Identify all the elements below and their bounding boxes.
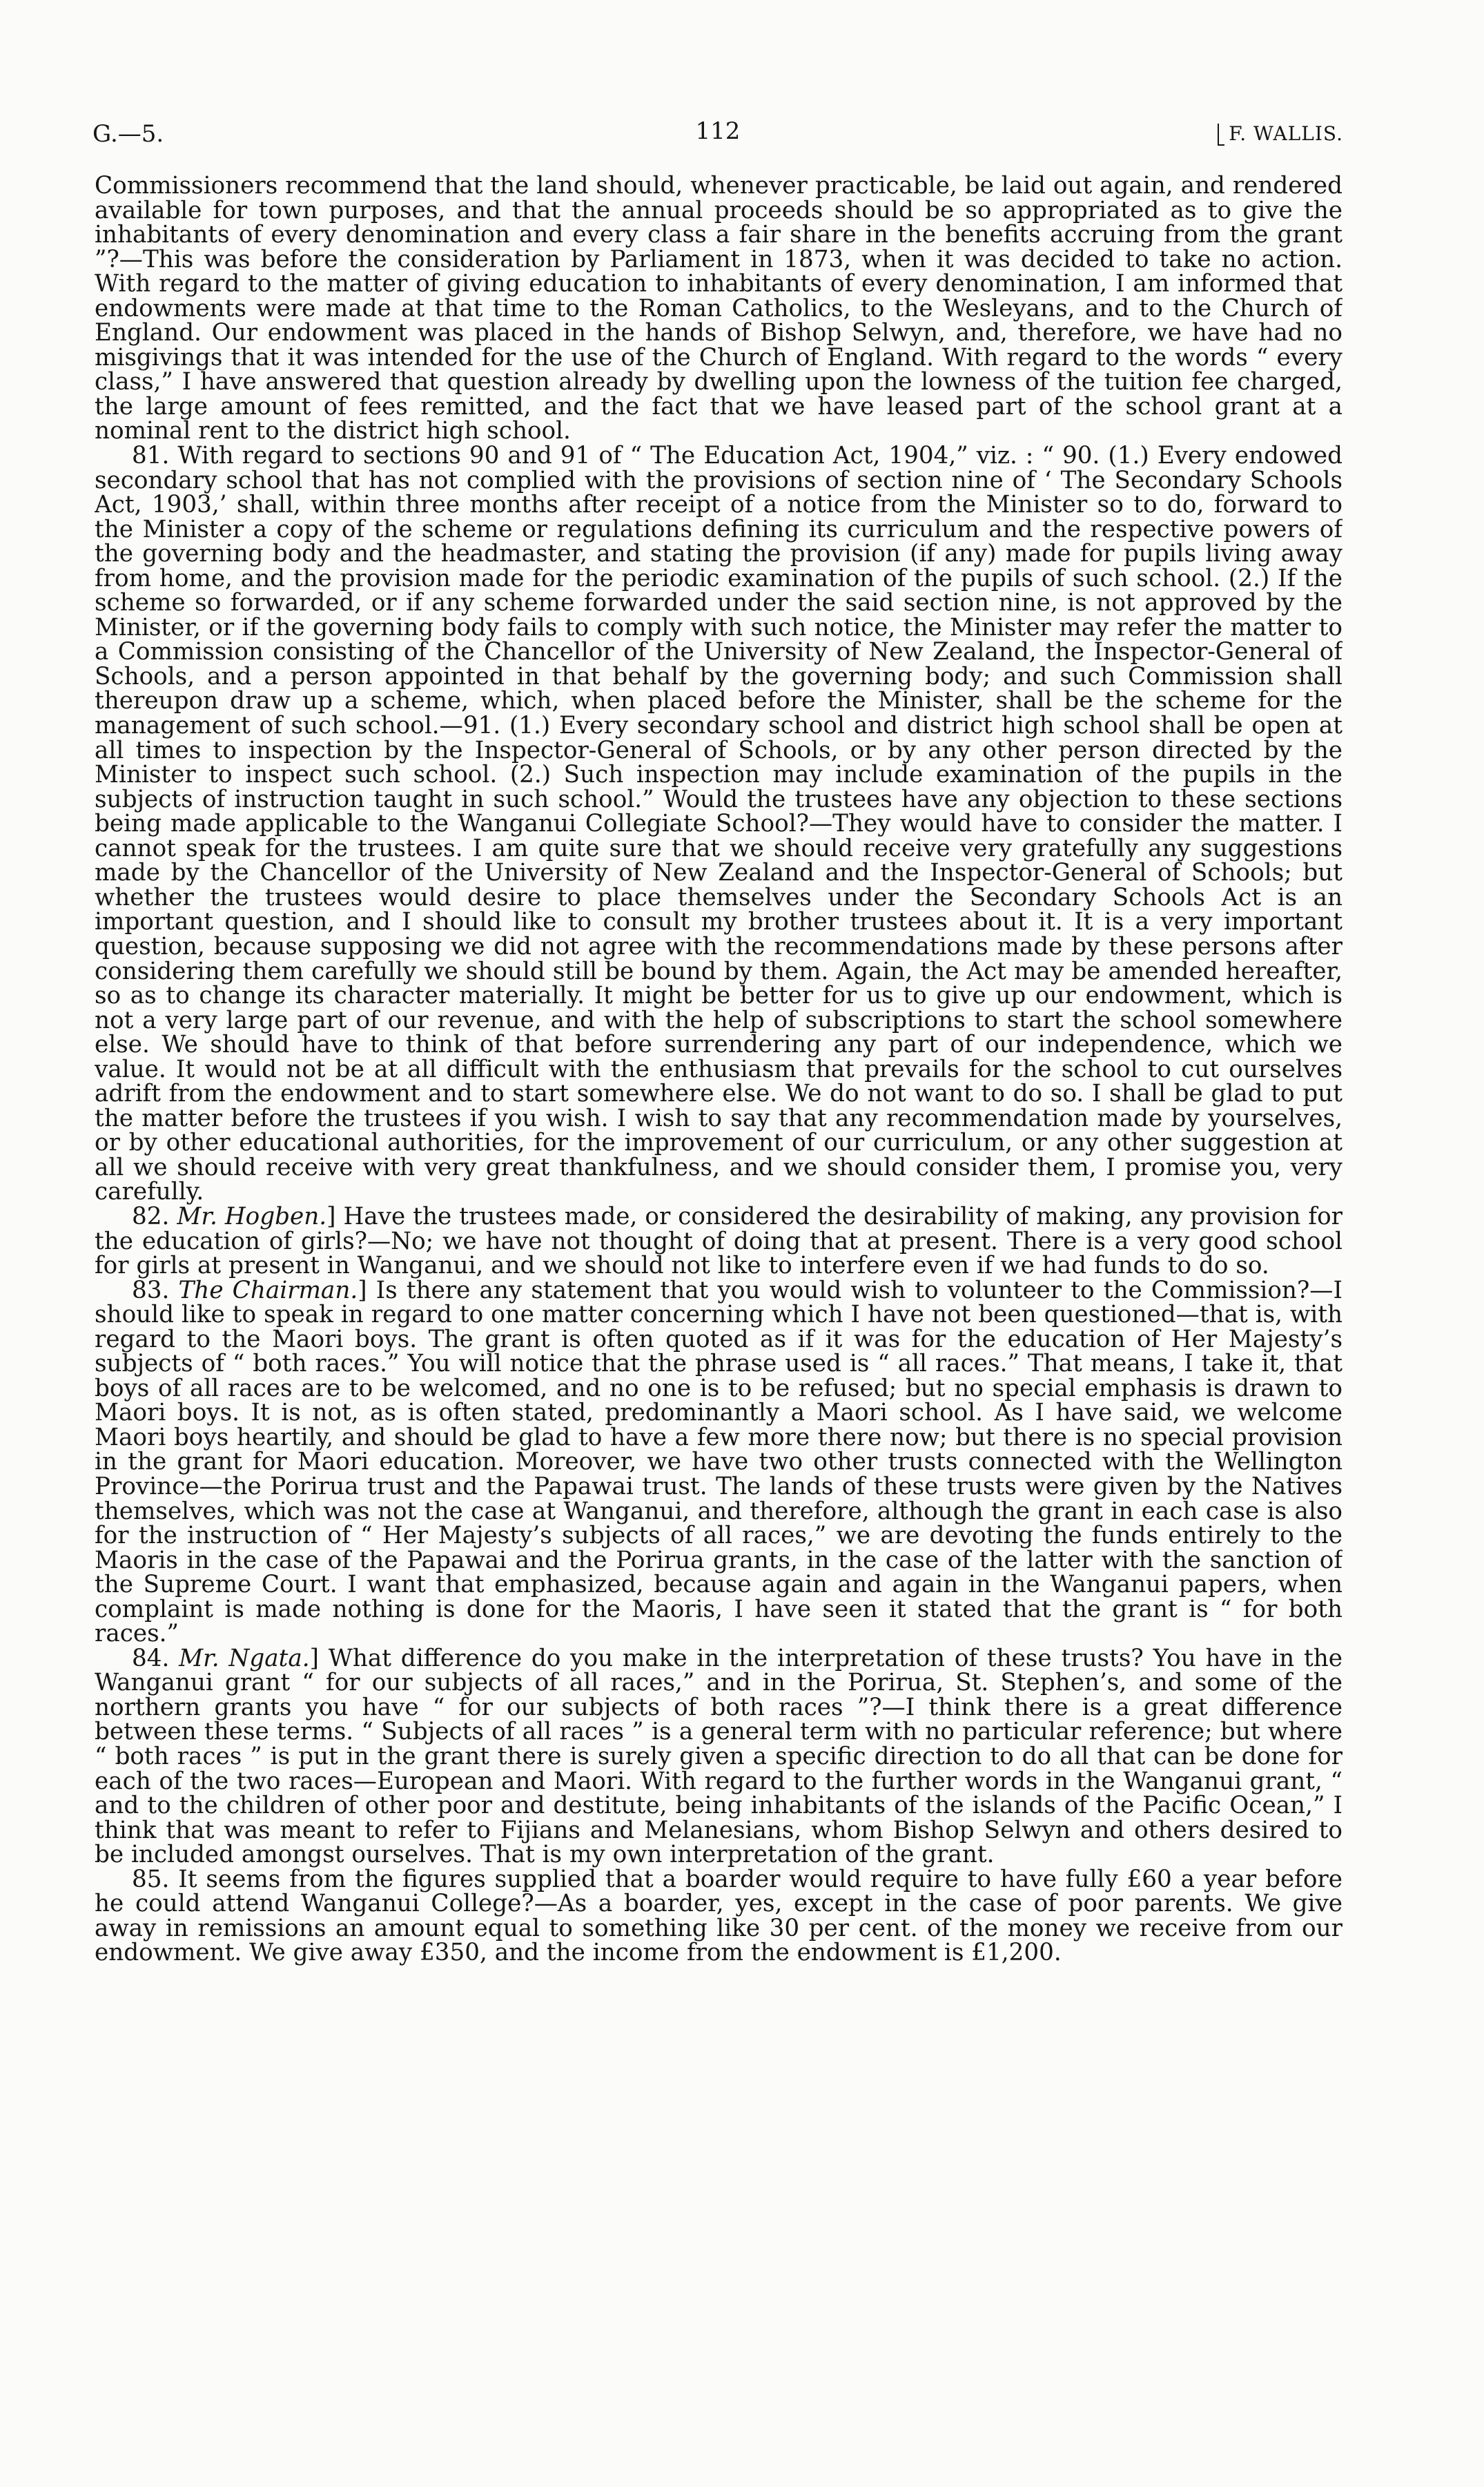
paragraph-82: 82. Mr. Hogben.] Have the trustees made, or considered the desirability of making, any provision for the education of girls?—No; we have not thought of doing that at present. There is a very good school for girls at present in Wanganui, and we should not like to interfere even if we had funds to do so. <box>95 1202 1343 1280</box>
paragraph-text: With regard to sections 90 and 91 of “ The Education Act, 1904,” viz. : “ 90. (1.) Every endowed secondary school that has not complied with the provisions of section nine of ‘ The Secondary Schools Act, 1903,’ shall, within three months after receipt of a notice from the Minister so to do, forward to the Minister a copy of the scheme or regulations defining its curriculum and the respective powers of the governing body and the headmaster, and stating the provision (if any) made for pupils living away from home, and the provision made for the periodic examination of the pupils of such school. (2.) If the scheme so forwarded, or if any scheme forwarded under the said section nine, is not approved by the Minister, or if the governing body fails to comply with such notice, the Minister may refer the matter to a Commission consisting of the Chancellor of the University of New Zealand, the Inspector-General of Schools, and a person appointed in that behalf by the governing body; and such Commission shall thereupon draw up a scheme, which, when placed before the Minister, shall be the scheme for the management of such school.—91. (1.) Every secondary school and district high school shall be open at all times to inspection by the Inspector-General of Schools, or by any other person directed by the Minister to inspect such school. (2.) Such inspection may include examination of the pupils in the subjects of instruction taught in such school.” Would the trustees have any objection to these sections being made applicable to the Wanganui Collegiate School?—They would have to consider the matter. I cannot speak for the trustees. I am quite sure that we should receive very gratefully any suggestions made by the Chancellor of the University of New Zealand and the Inspector-General of Schools; but whether the trustees would desire to place themselves under the Secondary Schools Act is an important question, and I should like to consult my brother trustees about it. It is a very important question, because supposing we did not agree with the recommendations made by these persons after considering them carefully we should still be bound by them. Again, the Act may be amended hereafter, so as to change its character materially. It might be better for us to give up our endowment, which is not a very large part of our revenue, and with the help of subscriptions to start the school somewhere else. We should have to think of that before surrendering any part of our independence, which we value. It would not be at all difficult with the enthusiasm that prevails for the school to cut ourselves adrift from the endowment and to start somewhere else. We do not want to do so. I shall be glad to put the matter before the trustees if you wish. I wish to say that any recommendation made by yourselves, or by other educational authorities, for the improvement of our curriculum, or any other suggestion at all we should receive with very great thankfulness, and we should consider them, I promise you, very carefully. <box>95 442 1343 1206</box>
paragraph-number: 84. <box>132 1644 170 1672</box>
paragraph-number: 83. <box>132 1276 170 1304</box>
bracket-mark <box>1218 124 1224 146</box>
document-reference: G.—5. <box>92 120 164 148</box>
paragraph-text: What difference do you make in the interpretation of these trusts? You have in the Wanganui grant “ for our subjects of all races,” and in the Porirua, St. Stephen’s, and some of the northern grants you have “ for our subjects of both races ”?—I think there is a great difference between these terms. “ Subjects of all races ” is a general term with no particular reference; but where “ both races ” is put in the grant there is surely given a specific direction to do all that can be done for each of the two races—European and Maori. With regard to the further words in the Wanganui grant, “ and to the children of other poor and destitute, being inhabitants of the islands of the Pacific Ocean,” I think that was meant to refer to Fijians and Melanesians, whom Bishop Selwyn and others desired to be included amongst ourselves. That is my own interpretation of the grant. <box>95 1644 1343 1869</box>
speaker-name: The Chairman. <box>178 1276 358 1304</box>
paragraph-number: 82. <box>132 1202 170 1230</box>
paragraph-number: 81. <box>132 442 170 470</box>
paragraph-84: 84. Mr. Ngata.] What difference do you make in the interpretation of these trusts? You have in the Wanganui grant “ for our subjects of all races,” and in the Porirua, St. Stephen’s, and some of the northern grants you have “ for our subjects of both races ”?—I think there is a great difference between these terms. “ Subjects of all races ” is a general term with no particular reference; but where “ both races ” is put in the grant there is surely given a specific direction to do all that can be done for each of the two races—European and Maori. With regard to the further words in the Wanganui grant, “ and to the children of other poor and destitute, being inhabitants of the islands of the Pacific Ocean,” I think that was meant to refer to Fijians and Melanesians, whom Bishop Selwyn and others desired to be included amongst ourselves. That is my own interpretation of the grant. <box>95 1644 1343 1869</box>
witness-name-text: F. WALLIS. <box>1229 122 1343 145</box>
page-header <box>92 117 1343 152</box>
witness-name <box>1218 120 1343 148</box>
paragraph-81 <box>95 444 1343 1205</box>
paragraph-number: 85. <box>132 1865 170 1893</box>
body-text <box>95 174 1343 2342</box>
paragraph-text: Is there any statement that you would wish to volunteer to the Commission?—I should like to speak in regard to one matter concerning which I have not been questioned—that is, with regard to the Maori boys. The grant is often quoted as if it was for the education of Her Majesty’s subjects of “ both races.” You will notice that the phrase used is “ all races.” That means, I take it, that boys of all races are to be welcomed, and no one is to be refused; but no special emphasis is drawn to Maori boys. It is not, as is often stated, predominantly a Maori school. As I have said, we welcome Maori boys heartily, and should be glad to have a few more there now; but there is no special provision in the grant for Maori education. Moreover, we have two other trusts connected with the Wellington Province—the Porirua trust and the Papawai trust. The lands of these trusts were given by the Natives themselves, which was not the case at Wanganui, and therefore, although the grant in each case is also for the instruction of “ Her Majesty’s subjects of all races,” we are devoting the funds entirely to the Maoris in the case of the Papawai and the Porirua grants, in the case of the latter with the sanction of the Supreme Court. I want that emphasized, because again and again in the Wanganui papers, when complaint is made nothing is done for the Maoris, I have seen it stated that the grant is “ for both races.” <box>95 1276 1343 1648</box>
paragraph-text: Have the trustees made, or considered the desirability of making, any provision for the education of girls?—No; we have not thought of doing that at present. There is a very good school for girls at present in Wanganui, and we should not like to interfere even if we had funds to do so. <box>95 1202 1343 1280</box>
speaker-name: Mr. Ngata. <box>179 1644 310 1672</box>
paragraph-83: 83. The Chairman.] Is there any statement that you would wish to volunteer to the Commission?—I should like to speak in regard to one matter concerning which I have not been questioned—that is, with regard to the Maori boys. The grant is often quoted as if it was for the education of Her Majesty’s subjects of “ both races.” You will notice that the phrase used is “ all races.” That means, I take it, that boys of all races are to be welcomed, and no one is to be refused; but no special emphasis is drawn to Maori boys. It is not, as is often stated, predominantly a Maori school. As I have said, we welcome Maori boys heartily, and should be glad to have a few more there now; but there is no special provision in the grant for Maori education. Moreover, we have two other trusts connected with the Wellington Province—the Porirua trust and the Papawai trust. The lands of these trusts were given by the Natives themselves, which was not the case at Wanganui, and therefore, although the grant in each case is also for the instruction of “ Her Majesty’s subjects of all races,” we are devoting the funds entirely to the Maoris in the case of the Papawai and the Porirua grants, in the case of the latter with the sanction of the Supreme Court. I want that emphasized, because again and again in the Wanganui papers, when complaint is made nothing is done for the Maoris, I have seen it stated that the grant is “ for both races.” <box>95 1276 1343 1648</box>
speaker-name: Mr. Hogben. <box>177 1202 327 1230</box>
paragraph-text: Commissioners recommend that the land should, whenever practicable, be laid out again, and rendered available for town purposes, and that the annual proceeds should be so appropriated as to give the inhabitants of every denomination and every class a fair share in the benefits accruing from the grant ”?—This was before the consideration by Parliament in 1873, when it was decided to take no action. With regard to the matter of giving education to inhabitants of every denomination, I am informed that endowments were made at that time to the Roman Catholics, to the Wesleyans, and to the Church of England. Our endowment was placed in the hands of Bishop Selwyn, and, therefore, we have had no misgivings that it was intended for the use of the Church of England. With regard to the words “ every class,” I have answered that question already by dwelling upon the lowness of the tuition fee charged, the large amount of fees remitted, and the fact that we have leased part of the school grant at a nominal rent to the district high school. <box>95 174 1343 445</box>
paragraph-text: It seems from the figures supplied that a boarder would require to have fully £60 a year before he could attend Wanganui College?—As a boarder, yes, except in the case of poor parents. We give away in remissions an amount equal to something like 30 per cent. of the money we receive from our endowment. We give away £350, and the income from the endowment is £1,200. <box>95 1865 1343 1967</box>
paragraph-continuation <box>95 174 1343 444</box>
page-number: 112 <box>695 117 741 145</box>
paragraph-85 <box>95 1865 1343 1967</box>
